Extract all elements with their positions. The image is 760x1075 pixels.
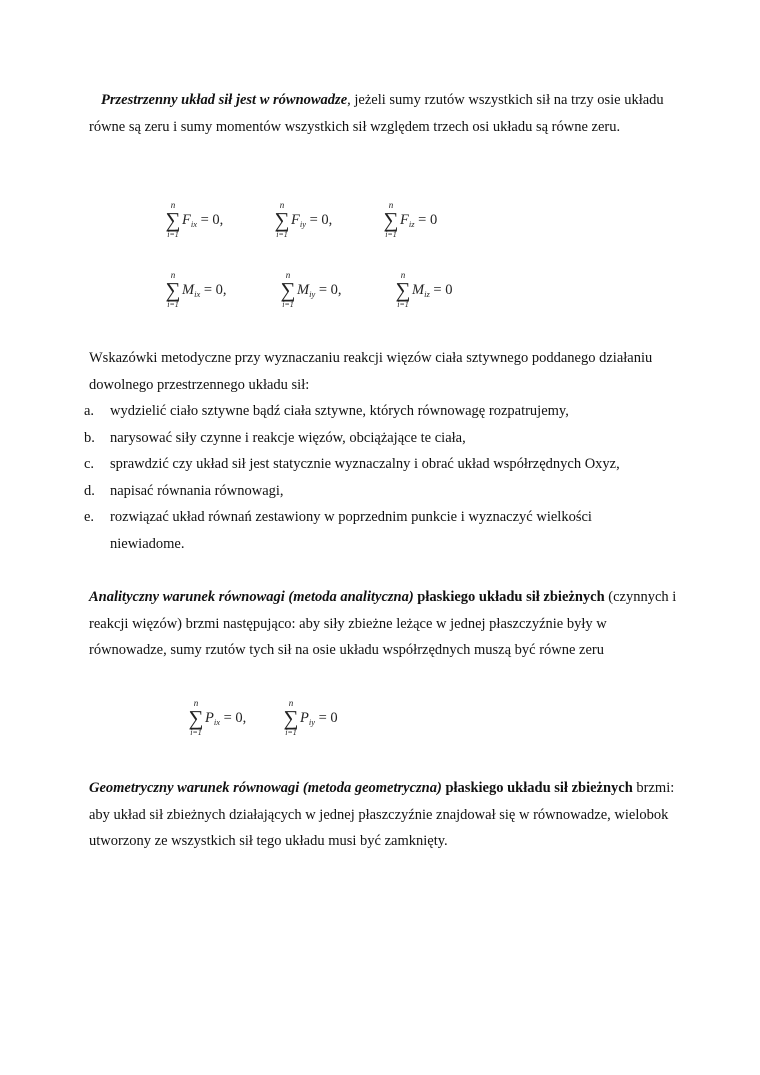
geometric-condition: Geometryczny warunek równowagi (metoda geometryczna) płaskiego układu sił zbieżnych brzmi: aby układ sił zbieżnych działających w jednej płaszczyźnie znajdował się w równowadze, wielobok utworzony ze wszystkich sił tego układu musi być zamknięty. [89, 780, 675, 849]
spatial-equilibrium-term: Przestrzenny układ sił jest w równowadze [101, 92, 348, 108]
list-item: c. sprawdzić czy układ sił jest statycznie wyznaczalny i obrać układ współrzędnych Oxyz, [84, 456, 620, 472]
analytical-condition-term: Analityczny warunek równowagi (metoda analityczna) [89, 589, 414, 605]
analytical-condition: Analityczny warunek równowagi (metoda analityczna) płaskiego układu sił zbieżnych (czynnych i reakcji więzów) brzmi następująco: aby siły zbieżne leżące w jednej płaszczyźnie były w równowadze, sumy rzutów tych sił na osie układu współrzędnych muszą być równe zeru [89, 589, 677, 658]
list-item: a. wydzielić ciało sztywne bądź ciała sztywne, których równowagę rozpatrujemy, [84, 403, 569, 419]
spatial-equilibrium-definition [89, 87, 679, 140]
list-item: d. napisać równania równowagi, [84, 482, 284, 499]
methodical-guidelines-list [84, 398, 684, 557]
geometric-condition-term: Geometryczny warunek równowagi (metoda geometryczna) [89, 780, 442, 796]
list-item: b. narysować siły czynne i reakcje więzów, obciążające te ciała, [84, 429, 466, 446]
list-item: e. rozwiązać układ równań zestawiony w poprzednim punkcie i wyznaczyć wielkości niewiadome. [84, 509, 592, 552]
document-page: Przestrzenny układ sił jest w równowadze, jeżeli sumy rzutów wszystkich sił na trzy osie układu równe są zeru i sumy momentów wszystkich sił względem trzech osi układu są równe zeru. n ∑ i=1 $F_{ix} = 0$, n ∑ i=1 $F_{iy} = 0$, n ∑ i=1 $F_{iz} = 0$ n ∑ i=1 $M_{ix} = 0$, n ∑ i=1 $M_{iy} = 0$, n ∑ i=1 $M_{iz} = 0$ Wskazówki metodyczne przy wyznaczaniu reakcji więzów ciała sztywnego poddanego działaniu dowolnego przestrzennego układu sił: a. wydzielić ciało sztywne bądź ciała sztywne, których równowagę rozpatrujemy, b. narysować siły czynne i reakcje więzów, obciążające te ciała, c. sprawdzić czy układ sił jest statycznie wyznaczalny i obrać układ współrzędnych Oxyz, d. napisać równania równowagi, e. rozwiązać układ równań zestawiony w poprzednim punkcie i wyznaczyć wielkości niewiadome. Analityczny warunek równowagi (metoda analityczna) płaskiego układu sił zbieżnych (czynnych i reakcji więzów) brzmi następująco: aby siły zbieżne leżące w jednej płaszczyźnie były w równowadze, sumy rzutów tych sił na osie układu współrzędnych muszą być równe zeru n ∑ i=1 $P_{ix} = 0$, n ∑ i=1 $P_{iy} = 0$ Geometryczny warunek równowagi (metoda geometryczna) płaskiego układu sił zbieżnych brzmi: aby układ sił zbieżnych działających w jednej płaszczyźnie znajdował się w równowadze, wielobok utworzony ze wszystkich sił tego układu musi być zamknięty. [0, 0, 760, 1075]
spatial-equilibrium-text: , jeżeli sumy rzutów wszystkich sił na trzy osie układu równe są zeru i sumy momentów wszystkich sił względem trzech osi układu są równe zeru. [89, 92, 664, 135]
methodical-guidelines-intro: Wskazówki metodyczne przy wyznaczaniu reakcji więzów ciała sztywnego poddanego działaniu dowolnego przestrzennego układu sił: [89, 350, 653, 393]
